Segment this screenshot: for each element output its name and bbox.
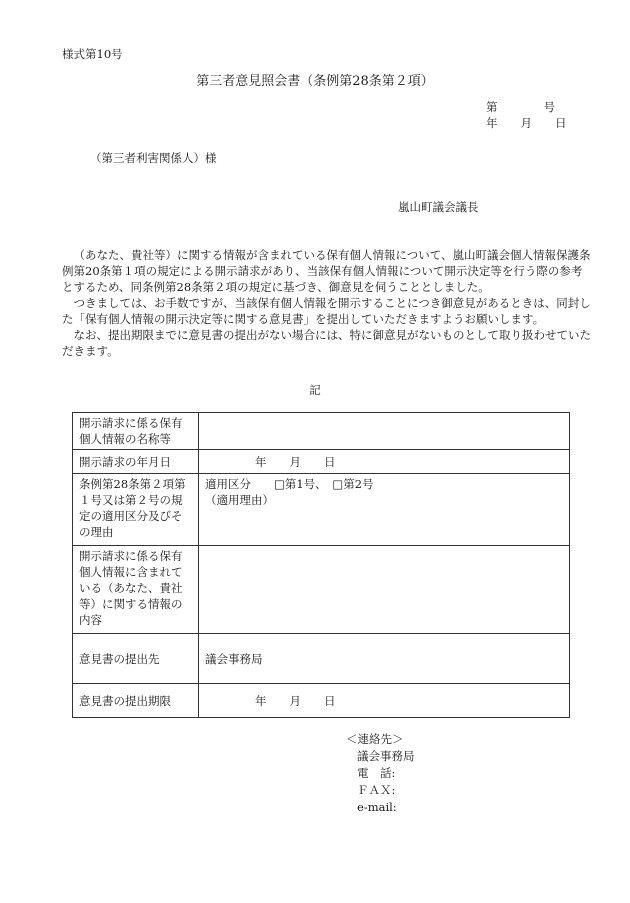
table-row: [73, 634, 570, 684]
table-row: [73, 413, 570, 450]
table-row: [73, 684, 570, 718]
document-number-line: 第 号: [486, 100, 555, 114]
row-label-category: 条例第28条第２項第１号又は第２号の規定の適用区分及びその理由: [73, 474, 199, 546]
addressee: （第三者利害関係人）様: [90, 151, 217, 165]
body-paragraph-2: つきましては、お手数ですが、当該保有個人情報を開示することにつき御意見があるときは、同封した「保有個人情報の開示決定等に関する意見書」を提出していただきますようお願いします。: [62, 296, 591, 326]
row-label-submit-to: 意見書の提出先: [73, 634, 199, 684]
table-row: [73, 546, 570, 634]
document-title: 第三者意見照会書（条例第28条第２項）: [196, 74, 434, 89]
body-paragraph-1: （あなた、貴社等）に関する情報が含まれている保有個人情報について、嵐山町議会個人情報保護条例第20条第１項の規定による開示請求があり、当該保有個人情報について開示決定等を行う際の参考とするため、同条例第28条第２項の規定に基づき、御意見を伺うこととしました。: [62, 248, 591, 294]
row-label-info-name: 開示請求に係る保有個人情報の名称等: [73, 413, 199, 450]
row-value-category: [199, 474, 570, 546]
row-label-deadline: 意見書の提出期限: [73, 684, 199, 718]
category-reason: （適用理由）: [205, 493, 274, 507]
body-text: [62, 247, 592, 359]
row-label-info-content: 開示請求に係る保有個人情報に含まれている（あなた、貴社等）に関する情報の内容: [73, 546, 199, 634]
document-date-line: 年 月 日: [486, 116, 567, 130]
table-row: [73, 474, 570, 546]
contact-phone: 電 話:: [357, 766, 396, 780]
row-value-submit-to: 議会事務局: [199, 634, 570, 684]
form-number: 様式第10号: [62, 47, 123, 61]
contact-email: e-mail:: [357, 800, 397, 814]
contact-fax: ＦＡＸ:: [357, 783, 396, 797]
body-paragraph-3: なお、提出期限までに意見書の提出がない場合には、特に御意見がないものとして取り扱わせていただきます。: [62, 328, 591, 358]
info-table: [72, 412, 570, 718]
sender: 嵐山町議会議長: [398, 200, 479, 214]
contact-block: [346, 731, 415, 816]
contact-heading: ＜連絡先＞: [346, 732, 404, 746]
ki-heading: 記: [309, 383, 321, 397]
row-value-request-date: 年 月 日: [199, 450, 570, 474]
row-label-request-date: 開示請求の年月日: [73, 450, 199, 474]
contact-office: 議会事務局: [357, 749, 415, 763]
row-value-deadline: 年 月 日: [199, 684, 570, 718]
row-value-info-name: [199, 413, 570, 450]
category-options: 適用区分 □第1号、 □第2号: [205, 477, 374, 491]
row-value-info-content: [199, 546, 570, 634]
table-row: [73, 450, 570, 474]
